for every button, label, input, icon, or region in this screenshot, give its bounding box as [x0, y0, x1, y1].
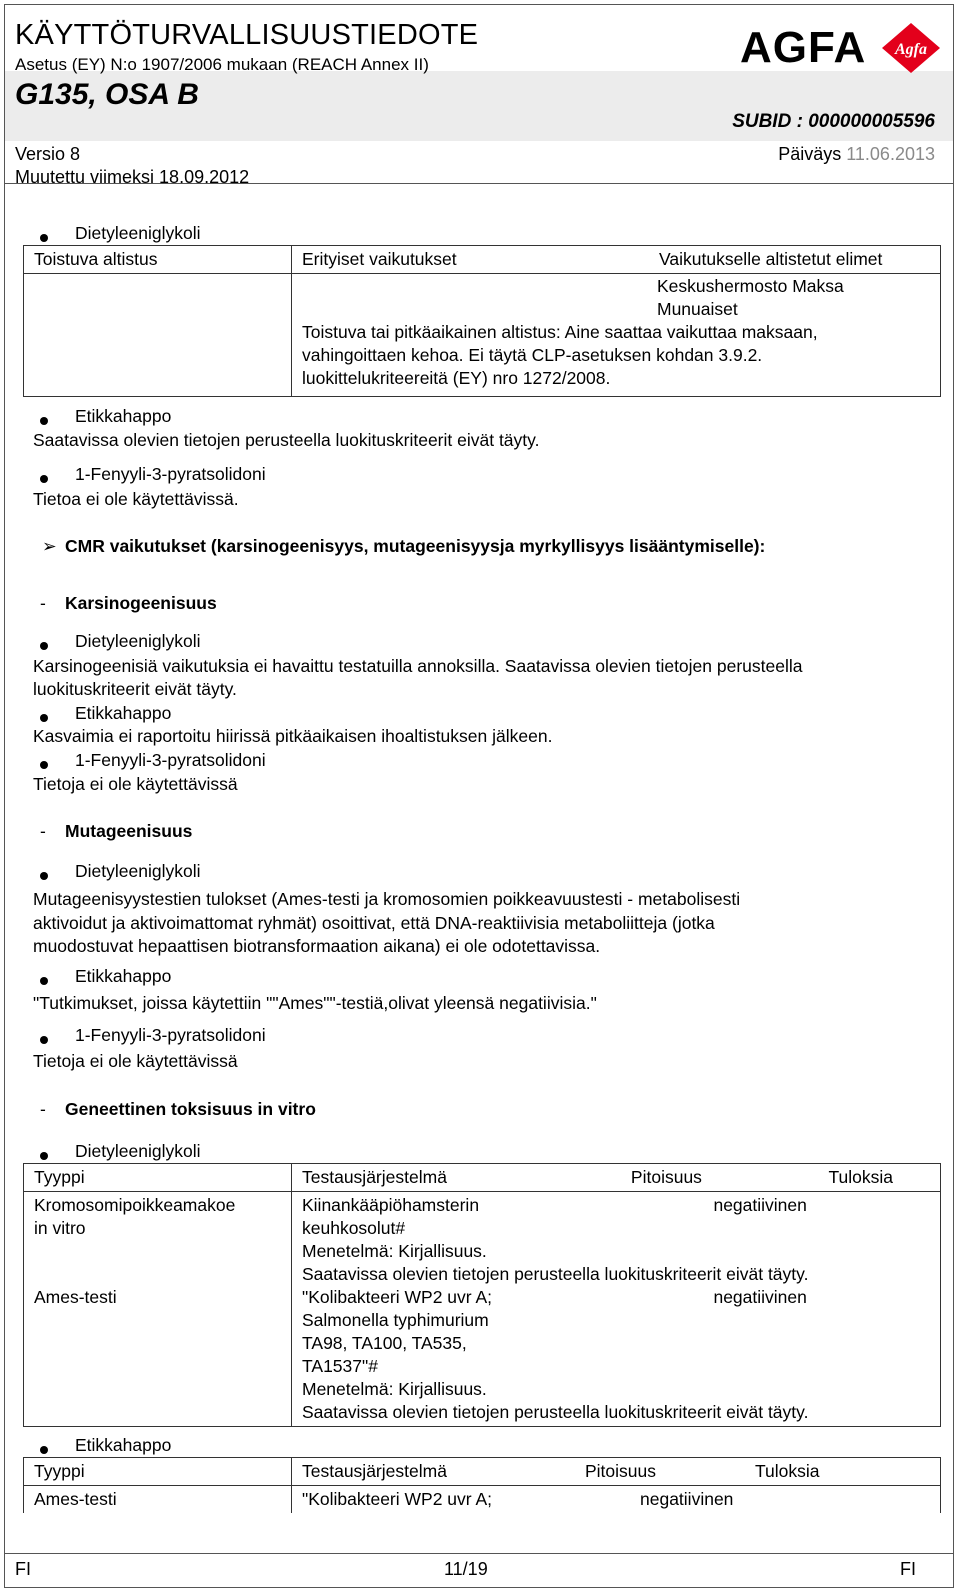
substance-label: Dietyleeniglykoli	[75, 861, 201, 881]
footer-divider	[5, 1553, 953, 1554]
effect-text: Toistuva tai pitkäaikainen altistus: Aine saattaa vaikuttaa maksaan,	[302, 322, 818, 342]
table-cell: "Kolibakteeri WP2 uvr A;	[292, 1486, 746, 1514]
table-header-row	[24, 246, 941, 274]
dash-marker: -	[40, 1099, 46, 1119]
effect-text: luokittelukriteereitä (EY) nro 1272/2008.	[302, 368, 611, 388]
subsection-heading: Karsinogeenisuus	[65, 593, 217, 613]
document-header	[5, 5, 953, 185]
subsection-heading: Mutageenisuus	[65, 821, 193, 841]
issue-date-value: 11.06.2013	[846, 144, 935, 164]
bullet-icon	[40, 977, 48, 985]
agfa-logo-icon	[880, 21, 942, 75]
substance-label: 1-Fenyyli-3-pyratsolidoni	[75, 464, 266, 484]
organs-line: Munuaiset	[657, 299, 738, 319]
test-system: keuhkosolut#	[302, 1218, 406, 1238]
table-header-cell: Tyyppi	[24, 1164, 292, 1192]
product-name: G135, OSA B	[15, 78, 199, 111]
table-header-cell: Toistuva altistus	[24, 246, 292, 274]
bullet-icon	[40, 1152, 48, 1160]
paragraph: Saatavissa olevien tietojen perusteella luokituskriteerit eivät täyty.	[33, 430, 540, 450]
substance-label: Dietyleeniglykoli	[75, 1141, 201, 1161]
paragraph: luokituskriteerit eivät täyty.	[33, 679, 237, 699]
table-cell	[24, 1192, 292, 1427]
header-divider	[5, 183, 953, 184]
paragraph: Tietoa ei ole käytettävissä.	[33, 489, 239, 509]
issue-date	[778, 144, 935, 165]
table-cell	[640, 1486, 941, 1514]
subid: SUBID : 000000005596	[732, 111, 935, 132]
substance-label: 1-Fenyyli-3-pyratsolidoni	[75, 1025, 266, 1045]
table-header-row	[24, 1164, 941, 1192]
table-cell	[292, 274, 941, 397]
test-system: TA98, TA100, TA535,	[302, 1333, 467, 1353]
test-system: TA1537"#	[302, 1356, 378, 1376]
paragraph: Karsinogeenisiä vaikutuksia ei havaittu testatuilla annoksilla. Saatavissa olevien tietojen perusteella	[33, 656, 803, 676]
table-header-cell: Tuloksia	[818, 1164, 940, 1192]
dash-marker: -	[40, 821, 46, 841]
footer-language-left: FI	[15, 1559, 31, 1579]
table-header-cell: Pitoisuus	[621, 1164, 819, 1192]
bullet-icon	[40, 1036, 48, 1044]
test-note: Saatavissa olevien tietojen perusteella luokituskriteerit eivät täyty.	[302, 1264, 809, 1284]
section-heading: CMR vaikutukset (karsinogeenisyys, mutageenisyysja myrkyllisyys lisääntymiselle):	[65, 536, 766, 556]
test-type: Kromosomipoikkeamakoe	[34, 1195, 236, 1215]
table-cell	[713, 1192, 940, 1427]
paragraph: Tietoja ei ole käytettävissä	[33, 1051, 238, 1071]
agfa-badge-text: Agfa	[895, 41, 927, 58]
paragraph: "Tutkimukset, joissa käytettiin ""Ames""-testiä,olivat yleensä negatiivisia."	[33, 993, 597, 1013]
paragraph: Mutageenisyystestien tulokset (Ames-testi ja kromosomien poikkeavuustesti - metabolisesti	[33, 889, 741, 909]
table-row	[24, 1486, 941, 1514]
test-result: negatiivinen	[713, 1195, 807, 1215]
issue-date-label: Päiväys	[778, 144, 842, 164]
test-type: in vitro	[34, 1218, 86, 1238]
footer-language-right: FI	[900, 1559, 916, 1579]
arrow-bullet-icon: ➢	[42, 536, 57, 556]
table-cell	[24, 274, 292, 397]
bullet-icon	[40, 642, 48, 650]
bullet-icon	[40, 872, 48, 880]
table-header-cell: Vaikutukselle altistetut elimet	[649, 246, 941, 274]
table-header-cell: Pitoisuus	[575, 1458, 745, 1486]
test-system: Salmonella typhimurium	[302, 1310, 489, 1330]
test-note: Saatavissa olevien tietojen perusteella luokituskriteerit eivät täyty.	[302, 1402, 809, 1422]
table-cell: Ames-testi	[24, 1486, 292, 1514]
table-header-cell: Tyyppi	[24, 1458, 292, 1486]
test-result: negatiivinen	[640, 1489, 734, 1509]
genetox-table-etikkahappo	[23, 1457, 941, 1513]
test-system: "Kolibakteeri WP2 uvr A;	[302, 1287, 493, 1307]
substance-label: Dietyleeniglykoli	[75, 223, 201, 243]
paragraph: aktivoidut ja aktivoimattomat ryhmät) osoittivat, että DNA-reaktiivisia metaboliitteja (jotka	[33, 913, 715, 933]
table-row	[24, 1192, 941, 1427]
bullet-icon	[40, 761, 48, 769]
test-system: Kiinankääpiöhamsterin	[302, 1195, 480, 1215]
substance-label: Etikkahappo	[75, 703, 172, 723]
substance-label: 1-Fenyyli-3-pyratsolidoni	[75, 750, 266, 770]
effect-text: vahingoittaen kehoa. Ei täytä CLP-asetuksen kohdan 3.9.2.	[302, 345, 763, 365]
table-header-cell: Testausjärjestelmä	[292, 1164, 621, 1192]
bullet-icon	[40, 475, 48, 483]
test-method: Menetelmä: Kirjallisuus.	[302, 1241, 487, 1261]
paragraph: Tietoja ei ole käytettävissä	[33, 774, 238, 794]
regulation-subtitle: Asetus (EY) N:o 1907/2006 mukaan (REACH Annex II)	[15, 55, 429, 74]
test-result: negatiivinen	[713, 1287, 807, 1307]
paragraph: muodostuvat hepaattisen biotransformaation aikana) ei ole odotettavissa.	[33, 936, 601, 956]
table-header-cell: Erityiset vaikutukset	[292, 246, 650, 274]
repeat-exposure-table	[23, 245, 941, 397]
substance-label: Etikkahappo	[75, 966, 172, 986]
table-header-cell: Testausjärjestelmä	[292, 1458, 576, 1486]
table-header-row	[24, 1458, 941, 1486]
organs-line: Keskushermosto Maksa	[657, 276, 844, 296]
agfa-logo-text: AGFA	[740, 23, 867, 72]
table-row	[24, 274, 941, 397]
bullet-icon	[40, 1446, 48, 1454]
paragraph: Kasvaimia ei raportoitu hiirissä pitkäaikaisen ihoaltistuksen jälkeen.	[33, 726, 553, 746]
substance-label: Etikkahappo	[75, 1435, 172, 1455]
modified-date: Muutettu viimeksi 18.09.2012	[15, 167, 250, 187]
bullet-icon	[40, 714, 48, 722]
document-title: KÄYTTÖTURVALLISUUSTIEDOTE	[15, 19, 479, 51]
genetox-table-dietyleeniglykoli	[23, 1163, 941, 1427]
page-number: 11/19	[444, 1559, 488, 1579]
substance-label: Dietyleeniglykoli	[75, 631, 201, 651]
test-method: Menetelmä: Kirjallisuus.	[302, 1379, 487, 1399]
substance-label: Etikkahappo	[75, 406, 172, 426]
test-type: Ames-testi	[34, 1287, 117, 1307]
subsection-heading: Geneettinen toksisuus in vitro	[65, 1099, 316, 1119]
bullet-icon	[40, 417, 48, 425]
dash-marker: -	[40, 593, 46, 613]
version: Versio 8	[15, 144, 81, 164]
bullet-icon	[40, 234, 48, 242]
table-cell	[292, 1192, 819, 1427]
table-header-cell: Tuloksia	[745, 1458, 941, 1486]
